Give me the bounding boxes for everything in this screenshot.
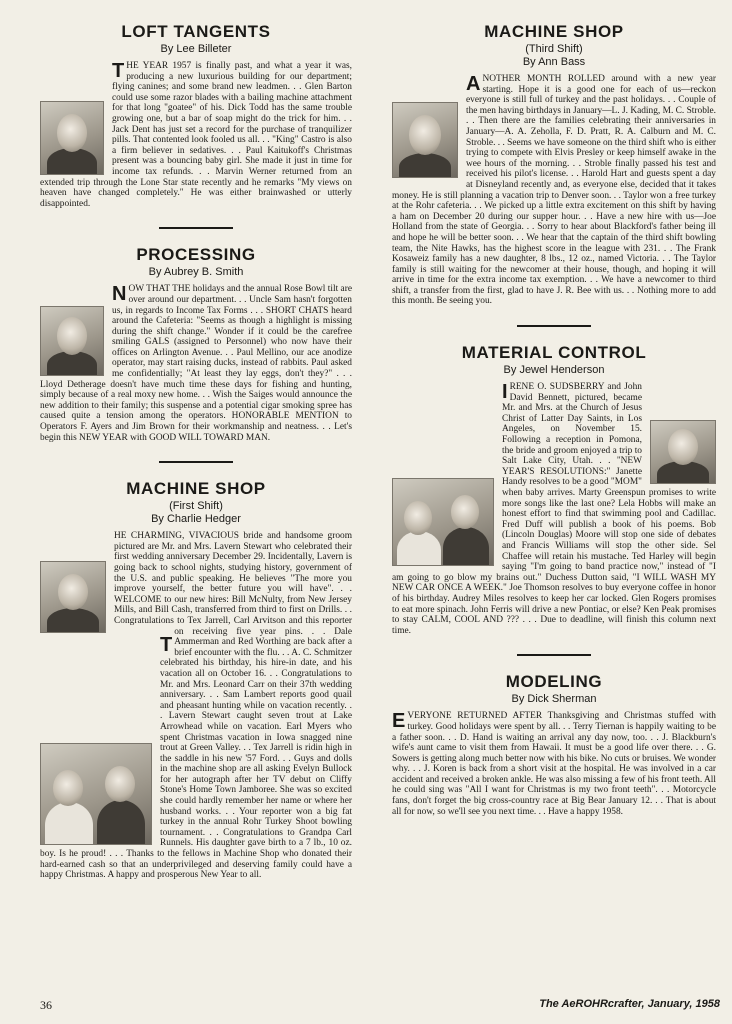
article-title: MATERIAL CONTROL xyxy=(461,343,647,363)
article-text: OW THAT THE holidays and the annual Rose Bowl tilt are over around our department. . . Uncle Sam hasn't forgotten us, in regards to Income Tax Forms . . . SHORT CHATS heard around the Cafeteria: "Seems as though a highlight is missing during the shift change." Wonder if it could be the carefree smiling GALS (assigned to Personnel) who now have their offices on Arlington Avenue. . . Paul Mellino, our ace anodize operator, may start raising ducks, instead of rabbits. Paul asked me confidentially; "At least they lay eggs, don't they?" . . . Lloyd Detherage doesn't have much time these days for fishing and hunting, simply because of a real moxy new home. . . Wish the Saiges would announce the new addition to their family; this suspense and a potential cigar smoking spree has caused quite a tension among the operators. HONORABLE MENTION to Operators F. Ayers and Jim Brown for their workmanship and neatness. . . Let's begin this NEW YEAR with GOOD WILL TOWARD MAN. xyxy=(40,284,352,443)
article-title: MODELING xyxy=(505,672,603,692)
article-material-control xyxy=(392,343,716,636)
article-byline: By Ann Bass xyxy=(522,56,586,68)
article-title: PROCESSING xyxy=(136,245,256,265)
article-title: LOFT TANGENTS xyxy=(121,22,271,41)
article-loft-tangents xyxy=(40,22,352,209)
right-column xyxy=(392,22,716,835)
drop-cap: T xyxy=(160,634,173,657)
article-text: VERYONE RETURNED AFTER Thanksgiving and Christmas stuffed with turkey. Good holidays were spent by all. . . Terry Tiernan is happily waiting to be a father soon. . . D. Hand is waiting an arrival any day now, too. . . J. Blackburn's wife's aunt came to visit them from Hawaii. It must be a good life over there. . . G. Sowers is getting along much better now with his bike. No cuts or bruises. We wonder why. . . J. Koren is back from a short visit at the hospital. He was involved in a car accident and received a broken ankle. He was also missing a few of his front teeth. All he could sing was "All I want for Christmas is my two front teeth". . . Motorcycle fans, don't forget the big cross-country race at Big Bear January 12. . . That is about all for now, so we'll see you next time. . . Have a happy 1958. xyxy=(392,711,716,817)
article-byline: By Jewel Henderson xyxy=(503,364,605,377)
article-modeling xyxy=(392,672,716,817)
portrait-photo xyxy=(392,102,458,178)
article-byline: By Lee Billeter xyxy=(160,43,232,55)
section-divider xyxy=(517,654,591,656)
section-divider xyxy=(159,227,233,229)
article-text: RENE O. SUDSBERRY and John David Bennett, pictured, became Mr. and Mrs. at the Church of Jesus Christ of Latter Day Saints, in Los Angeles, on November 15. Following a reception in Pomona, the bride and groom enjoyed a trip to Salt Lake City, Utah. . . "NEW YEAR'S RESOLUTIONS:" Janette Handy resolves to be a good "MOM" when baby arrives. Marty Greenspun promises to write more songs like the last one? Lela Hobbs will make an honest effort to find that swimming pool and Cadillac. Fred Duff will publish a book of his poems. Bob (Lincoln Douglas) Moore will stop one side of debates and Francis Williams will stop the other side. Sel Chaffee will retain his mustache. Ted Harley will begin saying "I'm going to band practice now," instead of "I am going to go blow my brains out." Duchess Dutton said, "I WILL WASH MY NEW CAR ONCE A WEEK." Joe Thomson resolves to buy everyone coffee in honor of his birthday. Audrey Miles resolves to keep her car locked. Glen Rogers promises to eat more spinach. John Ferris will drive a new Pontiac, or else? Ken Peak promises to stay CALM, COOL AND ??? . . . Due to deadline, will finish this column next time. xyxy=(392,382,716,636)
article-body xyxy=(40,61,352,209)
article-byline: By Charlie Hedger xyxy=(151,513,241,526)
article-byline: By Aubrey B. Smith xyxy=(148,266,244,279)
article-body xyxy=(392,711,716,817)
left-column xyxy=(40,22,352,899)
article-title: MACHINE SHOP xyxy=(484,22,624,41)
page-number: 36 xyxy=(40,998,52,1012)
portrait-photo xyxy=(40,101,104,175)
drop-cap: A xyxy=(466,73,481,95)
article-body xyxy=(40,531,352,881)
wedding-photo xyxy=(392,478,494,566)
portrait-photo xyxy=(40,561,106,633)
section-divider xyxy=(517,325,591,327)
drop-cap: E xyxy=(392,710,406,733)
magazine-footer: The AeROHRcrafter, January, 1958 xyxy=(539,998,720,1010)
article-subtitle: (Third Shift) xyxy=(525,43,583,55)
section-divider xyxy=(159,461,233,463)
wedding-photo xyxy=(40,743,152,845)
portrait-photo xyxy=(650,420,716,484)
article-processing xyxy=(40,245,352,443)
article-byline: By Dick Sherman xyxy=(511,693,597,706)
article-machine-shop-third xyxy=(392,22,716,307)
article-body xyxy=(40,284,352,443)
drop-cap: T xyxy=(112,60,125,82)
article-text: NOTHER MONTH ROLLED around with a new year starting. Hope it is a good one for each of us—reckon everyone is still full of turkey and the past holidays. . . Couple of the men having birthdays in January—L. J. Kading, M. C. Stroble. . . Then there are the families celebrating their anniversaries in January—A. A. Zeholla, F. D. Pratt, R. A. Calburn and M. C. Stroble. . . Seems we have someone on the third shift who is either trying to compete with Elvis Presley or keep himself awake in the wee hours of the morning. . . Stroble finally passed his test and received his pilot's license. . . Harold Hart and guests spent a day at Disneyland recently and, as everyone else, decided that it takes money. He is still planning a vacation trip to Denver soon. . . Taylor won a free turkey at the Rohr cafeteria. . . We picked up a little extra excitement on this shift by having a ham on December 20 during our supper hour. . . Have a new hire with us—Joe Holland from the state of Georgia. . . Sorry to hear about Blackford's father being ill and hope he will be better soon. . . We hear that the captain of the third shift bowling team, the Nite Hawks, has the highest score in the league with 231. . . The Frank Kosaweiz family has a new daughter, 8 lbs., 12 oz., named Victoria. . . The Taylor family is still waiting for the newcomer at their house, though, and hoping it will arrive in time for the extra income tax exemption. . . We have a newcomer to third shift, a transfer from the first, glad to have J. R. Bee with us. . . Nothing more to add this month. Be seeing you. xyxy=(392,74,716,307)
drop-cap: N xyxy=(112,283,127,306)
drop-cap: I xyxy=(502,381,508,404)
article-body xyxy=(392,382,716,636)
article-machine-shop-first xyxy=(40,479,352,881)
article-text: HE YEAR 1957 is finally past, and what a year it was, producing a new luxurious building for our department; flying canines; and some brand new leadmen. . . Glen Barton could use some razor blades with a bailing machine attachment for that long "goatee" of his. Dick Todd has the same trouble growing one, but a bar of soap might do the trick for him. . . Jack Dent has just set a record for the purchase of tranquilizer pills. That contented look fooled us all. . . "King" Castro is also a firm believer in sedatives. . . Paul Kaitukoff's Christmas present was a bouncing baby girl. She made it just in time for income tax refunds. . . Marvin Werner returned from an extended trip through the Lone Star state recently and he remarks "My views on heaven have changed completely." He was either brainwashed or utterly disappointed. xyxy=(40,61,352,209)
article-body xyxy=(392,74,716,307)
article-text: HE CHARMING, VIVACIOUS bride and handsome groom pictured are Mr. and Mrs. Lavern Stewart who celebrated their first wedding anniversary December 29. Incidentally, Lavern is going back to school nights, studying history, government of the U.S. and public speaking. He believes "The more you improve yourself, the better future you will have". . . WELCOME to our new hires: Bill McNulty, from New Jersey Mills, and Bill Cash, transferred from third to first on Drills. . . Congratulations to Tex Jarrell, Carl Arvitson and this reporter on receiving five year pins. . . Dale Ammerman and Red Worthing are back after a brief encounter with the flu. . . A. C. Schmitzer celebrated his birthday, his hire-in date, and his vacation all on October 16. . . Congratulations to Mr. and Mrs. Leonard Carr on their 37th wedding anniversary. . . Sam Lambert reports good quail and pheasant hunting while on vacation recently. . . Lavern Stewart caught seven trout at Lake Arrowhead while on vacation. Earl Myers who spent Christmas vacation in Iowa snagged nine trout at Green Valley. . . Tex Jarrell is ridin high in the saddle in his new '57 Ford. . . Guys and dolls in the machine shop are all asking Evelyn Bullock for her autograph after her TV debut on Cliffy Stone's Home Town Jamboree. She was so excited she could hardly remember her name or where her husband works. . . Your reporter won a big fat turkey in the annual Rohr Turkey Shoot bowling tournament. . . Congratulations to Grandpa Carl Runnels. His daughter gave birth to a 7 lb., 10 oz. boy. Is he proud! . . . Thanks to the fellows in Machine Shop who donated their hard-earned cash so that an underprivileged and deserving family could have a happy Christmas. A happy and prosperous New Year to all. xyxy=(40,531,352,881)
portrait-photo xyxy=(40,306,104,376)
article-subtitle: (First Shift) xyxy=(169,500,223,513)
article-title: MACHINE SHOP xyxy=(126,479,266,499)
